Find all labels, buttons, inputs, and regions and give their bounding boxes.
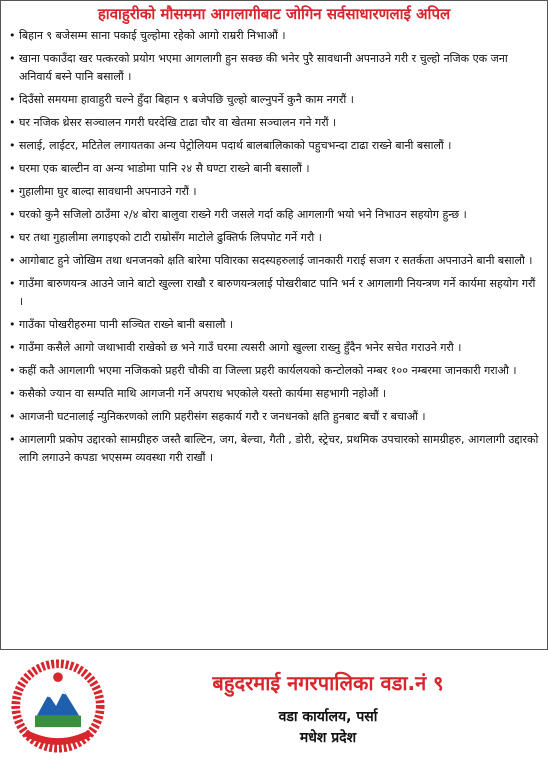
notice-item: • दिउँसो समयमा हावाहुरी चल्ने हुँदा बिहान ९ बजेपछि चुल्हो बाल्नुपर्ने कुनै काम नगरौं । <box>9 91 539 109</box>
notice-item: • कसैको ज्यान वा सम्पति माथि आगजनी गर्ने अपराध भएकोले यस्तो कार्यमा सहभागी नहोऔं । <box>9 385 539 403</box>
notice-item: • कहीं कतै आगलागी भएमा नजिकको प्रहरी चौकी वा जिल्ला प्रहरी कार्यलयको कन्टोलको नम्बर १०० नम्बरमा जानकारी गराऔ । <box>9 362 539 380</box>
notice-item: • घरमा एक बाल्टीन वा अन्य भाडोमा पानि २४ सै घण्टा राख्ने बानी बसालौं । <box>9 160 539 178</box>
notice-item: • गाउँका पोखरीहरुमा पानी सञ्चित राख्ने बानी बसालौ । <box>9 316 539 334</box>
notice-item: • खाना पकाउँदा खर पत्करको प्रयोग भएमा आगलागी हुन सक्छ की भनेर पुरै सावधानी अपनाउने गरी र चुल्हो नजिक एक जना अनिवार्य बस्ने पानि बसालौं । <box>9 50 539 86</box>
office-address: वडा कार्यालय, पर्सा <box>278 709 378 725</box>
notice-item: • आगजनी घटनालाई न्युनिकरणको लागि प्रहरीसंग सहकार्य गरौ र जनधनको क्षति हुनबाट बचौं र बचाऔं । <box>9 408 539 426</box>
notice-item: • आगोबाट हुने जोखिम तथा धनजनको क्षति बारेमा पविारका सदस्यहरुलाई जानकारी गराई सजग र सतर्कता अपनाउने बानी बसालौ । <box>9 252 539 270</box>
notice-item: • गाउँमा बारुणयन्त्र आउने जाने बाटो खुल्ला राखौ र बारुणयन्त्रलाई पोखरीबाट पानि भर्न र आगलागी नियन्त्रण गर्ने कार्यमा सहयोग गरौं । <box>9 275 539 311</box>
notice-item: • आगलागी प्रकोप उद्दारको सामग्रीहरु जस्तै बाल्टिन, जग, बेल्चा, गैती , डोरी, स्ट्रेचर, प्रथमिक उपचारको सामग्रीहरु, आगलागी उद्दारको लागि लगाउने कपडा भएसम्म व्यवस्था गरी राखौं । <box>9 431 539 467</box>
notice-item: • सलाई, लाईटर, मटितेल लगायतका अन्य पेट्रोलियम पदार्थ बालबालिकाको पहुचभन्दा टाढा राख्ने बानी बसालौं । <box>9 137 539 155</box>
notice-item: • घरको कुनै सजिलो ठाउँमा २/४ बोरा बालुवा राख्ने गरी जसले गर्दा कहि आगलागी भयो भने निभाउन सहयोग हुन्छ । <box>9 206 539 224</box>
notice-list <box>9 27 539 467</box>
notice-item: • गाउँमा कसैले आगो जथाभावी राखेको छ भने गाउँ घरमा त्यसरी आगो खुल्ला राख्नु हुँदैन भनेर सचेत गराउने गरौ । <box>9 339 539 357</box>
notice-title: हावाहुरीको मौसममा आगलागीबाट जोगिन सर्वसाधारणलाई अपिल <box>97 5 451 23</box>
nepal-government-emblem-icon <box>10 658 106 754</box>
office-name: बहुदरमाई नगरपालिका वडा.नं ९ <box>212 671 444 695</box>
office-province: मधेश प्रदेश <box>299 730 357 746</box>
notice-item: • घर तथा गुहालीमा लगाइएको टाटी राम्रोसँग माटोले ढुक्तिर्फ लिपपोट गर्ने गरौ । <box>9 229 539 247</box>
notice-item: • घर नजिक थ्रेसर सञ्चालन गगरी घरदेखि टाढा चौर वा खेतमा सञ्चालन गने गरौं । <box>9 114 539 132</box>
footer <box>0 650 548 768</box>
notice-item: • बिहान ९ बजेसम्म साना पकाई चुल्होमा रहेको आगो राम्ररी निभाऔं । <box>9 27 539 45</box>
notice-item: • गुहालीमा घुर बाल्दा सावधानी अपनाउने गरौं । <box>9 183 539 201</box>
